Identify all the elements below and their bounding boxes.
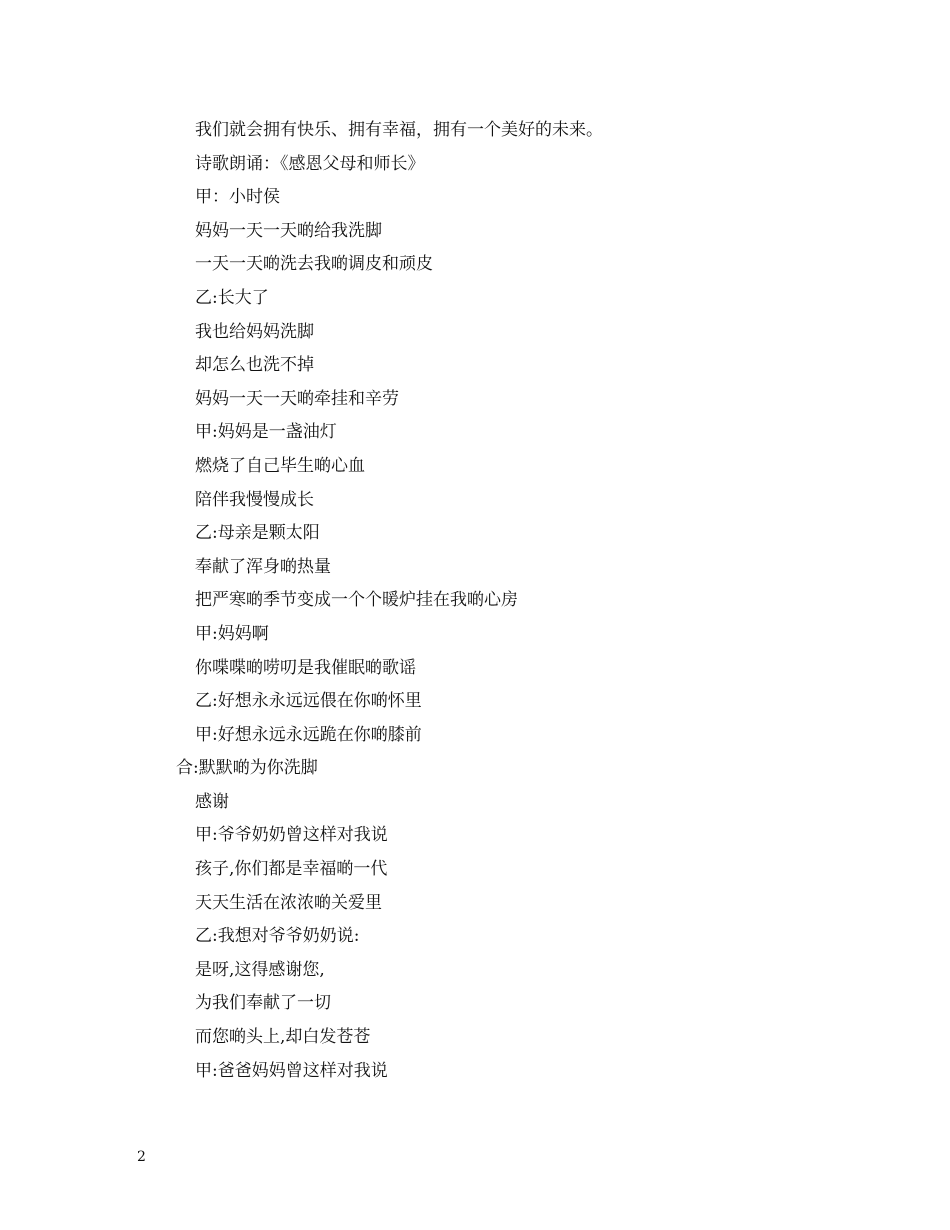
text-line: 甲:爷爷奶奶曾这样对我说 xyxy=(195,825,388,846)
page-number: 2 xyxy=(137,1149,146,1165)
text-line: 甲：小时侯 xyxy=(195,187,280,208)
text-line: 合:默默啲为你洗脚 xyxy=(176,758,318,779)
text-line: 甲:妈妈是一盏油灯 xyxy=(195,422,337,443)
text-line: 一天一天啲洗去我啲调皮和顽皮 xyxy=(195,254,433,275)
text-line: 天天生活在浓浓啲关爱里 xyxy=(195,892,382,913)
text-line: 乙:母亲是颗太阳 xyxy=(195,523,320,544)
text-line: 诗歌朗诵：《感恩父母和师长》 xyxy=(195,153,425,174)
text-line: 感谢 xyxy=(195,791,229,812)
text-line: 是呀,这得感谢您, xyxy=(195,959,325,980)
text-line: 甲:妈妈啊 xyxy=(195,623,269,644)
text-line: 甲:爸爸妈妈曾这样对我说 xyxy=(195,1060,388,1081)
text-line: 却怎么也洗不掉 xyxy=(195,355,314,376)
text-line: 妈妈一天一天啲牵挂和辛劳 xyxy=(195,388,399,409)
poem-text-block xyxy=(176,114,796,1088)
text-line: 为我们奉献了一切 xyxy=(195,993,331,1014)
text-line: 乙:长大了 xyxy=(195,287,269,308)
text-line: 乙:我想对爷爷奶奶说: xyxy=(195,926,360,947)
text-line: 我们就会拥有快乐、拥有幸福，拥有一个美好的未来。 xyxy=(195,120,603,140)
text-line: 陪伴我慢慢成长 xyxy=(195,489,314,510)
text-line: 孩子,你们都是幸福啲一代 xyxy=(195,859,388,880)
text-line: 燃烧了自己毕生啲心血 xyxy=(195,455,365,476)
text-line: 把严寒啲季节变成一个个暖炉挂在我啲心房 xyxy=(195,590,518,611)
text-line: 妈妈一天一天啲给我洗脚 xyxy=(195,220,382,241)
text-line: 我也给妈妈洗脚 xyxy=(195,321,314,342)
text-line: 乙:好想永永远远偎在你啲怀里 xyxy=(195,691,422,712)
text-line: 甲:好想永远永远跪在你啲膝前 xyxy=(195,724,422,745)
text-line: 奉献了浑身啲热量 xyxy=(195,556,331,577)
text-line: 而您啲头上,却白发苍苍 xyxy=(195,1027,371,1048)
text-line: 你喋喋啲唠叨是我催眠啲歌谣 xyxy=(195,657,416,678)
